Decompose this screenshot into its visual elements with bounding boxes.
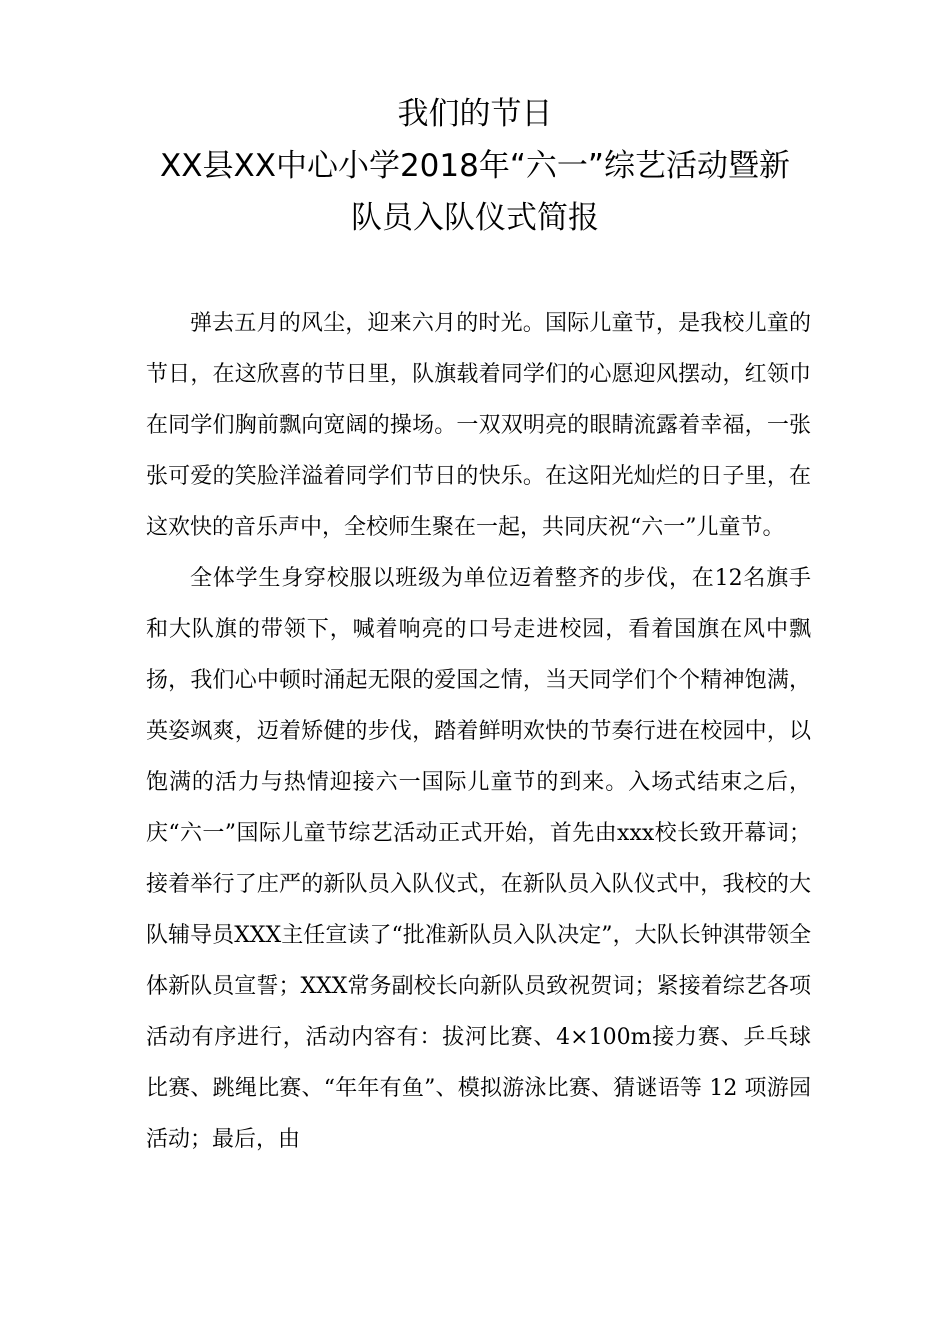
document-title <box>100 88 850 244</box>
title-line-2: XX县XX中心小学2018年“六一”综艺活动暨新 <box>160 148 790 184</box>
document-body <box>146 298 811 1165</box>
title-line-3: 队员入队仪式简报 <box>351 200 599 236</box>
title-line-1: 我们的节日 <box>397 96 553 132</box>
paragraph-1: 弹去五月的风尘，迎来六月的时光。国际儿童节，是我校儿童的节日，在这欣喜的节日里，队旗载着同学们的心愿迎风摆动，红领巾在同学们胸前飘向宽阔的操场。一双双明亮的眼睛流露着幸福，一张张可爱的笑脸洋溢着同学们节日的快乐。在这阳光灿烂的日子里，在这欢快的音乐声中，全校师生聚在一起，共同庆祝“六一”儿童节。 <box>146 311 811 540</box>
paragraph-2: 全体学生身穿校服以班级为单位迈着整齐的步伐，在12名旗手和大队旗的带领下，喊着响亮的口号走进校园，看着国旗在风中飘扬，我们心中顿时涌起无限的爱国之情，当天同学们个个精神饱满，英姿飒爽，迈着矫健的步伐，踏着鲜明欢快的节奏行进在校园中，以饱满的活力与热情迎接六一国际儿童节的到来。入场式结束之后，庆“六一”国际儿童节综艺活动正式开始，首先由xxx校长致开幕词；接着举行了庄严的新队员入队仪式，在新队员入队仪式中，我校的大队辅导员XXX主任宣读了“批准新队员入队决定”，大队长钟淇带领全体新队员宣誓；XXX常务副校长向新队员致祝贺词；紧接着综艺各项活动有序进行，活动内容有：拔河比赛、4×100m接力赛、乒乓球比赛、跳绳比赛、“年年有鱼”、模拟游泳比赛、猜谜语等 12 项游园活动；最后，由 <box>146 566 811 1152</box>
